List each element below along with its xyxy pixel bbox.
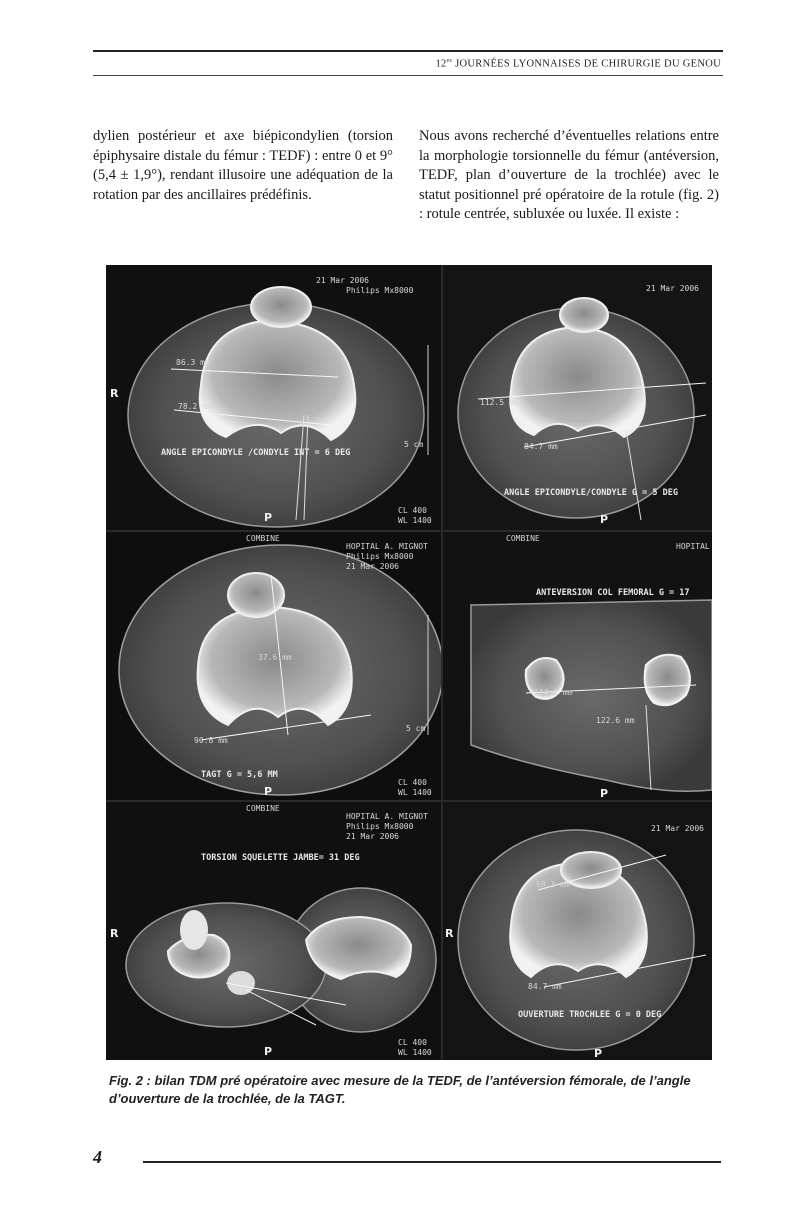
window-label: WL 1400	[398, 788, 432, 797]
measure-label: 78.2 mm	[178, 402, 212, 411]
angle-annotation: ANGLE EPICONDYLE/CONDYLE G = 5 DEG	[504, 488, 678, 498]
measure-label: 112.5 mm	[480, 398, 519, 407]
angle-annotation: OUVERTURE TROCHLEE G = 0 DEG	[518, 1010, 662, 1020]
body-column-right: Nous avons recherché d’éventuelles relations entre la morphologie torsionnelle du fémur (antéversion, TEDF, plan d’ouverture de la trochlée) avec le statut positionnel pré opératoire de la rotule (fig. 2) : rotule centrée, subluxée ou luxée. Il existe :	[419, 128, 719, 223]
measure-label: 37.6 mm	[258, 653, 292, 662]
measure-label: 84.7 mm	[528, 982, 562, 991]
scan-panel-top-left	[106, 265, 441, 530]
header-rule	[93, 75, 723, 76]
window-label: CL 400	[398, 506, 427, 515]
scan-header: COMBINE	[506, 534, 540, 543]
measure-label: 84.7 mm	[524, 442, 558, 451]
scan-header: Philips Mx8000	[346, 552, 414, 561]
scale-label: 5 cm	[404, 440, 424, 449]
posterior-marker: P	[264, 1045, 273, 1058]
scan-panel-bottom-left	[106, 802, 441, 1060]
footer-rule	[143, 1161, 721, 1163]
page-number: 4	[93, 1147, 102, 1167]
scan-panel-middle-left	[106, 532, 443, 800]
scan-header: COMBINE	[246, 534, 280, 543]
scan-panel-bottom-right	[443, 802, 712, 1060]
angle-annotation: ANGLE EPICONDYLE /CONDYLE INT = 6 DEG	[161, 448, 351, 458]
side-marker: R	[445, 927, 454, 940]
window-label: WL 1400	[398, 1048, 432, 1057]
posterior-marker: P	[600, 513, 609, 526]
running-head: $12^{es}$ JOURNÉES LYONNAISES DE CHIRURGIE DU GENOU	[435, 58, 721, 70]
measure-label: 114.2 mm	[534, 688, 573, 697]
scan-header: Philips Mx8000	[346, 286, 414, 295]
figure-caption: Fig. 2 : bilan TDM pré opératoire avec mesure de la TEDF, de l’antéversion fémorale, de l’angle d’ouverture de la trochlée, de la TAGT.	[109, 1073, 691, 1106]
side-marker: R	[110, 387, 119, 400]
ct-scan-mosaic	[106, 265, 712, 1060]
scan-header: Philips Mx8000	[346, 822, 414, 831]
measure-label: 122.6 mm	[596, 716, 635, 725]
posterior-marker: P	[264, 511, 273, 524]
scan-header: HOPITAL A. MIGNOT	[346, 812, 428, 821]
angle-annotation: TAGT G = 5,6 MM	[201, 770, 278, 780]
posterior-marker: P	[600, 787, 609, 800]
window-label: CL 400	[398, 778, 427, 787]
scan-panel-middle-right	[443, 532, 712, 800]
scan-header: 21 Mar 2006	[646, 284, 699, 293]
window-label: CL 400	[398, 1038, 427, 1047]
scan-header: 21 Mar 2006	[651, 824, 704, 833]
scale-label: 5 cm	[406, 724, 426, 733]
scan-header: HOPITAL A. MIGNOT	[346, 542, 428, 551]
angle-annotation: ANTEVERSION COL FEMORAL G = 17	[536, 588, 690, 598]
measure-label: 68.3 mm	[536, 880, 570, 889]
scan-header: 21 Mar 2006	[346, 832, 399, 841]
posterior-marker: P	[594, 1047, 603, 1060]
scan-header: 21 Mar 2006	[346, 562, 399, 571]
scan-header: 21 Mar 2006	[316, 276, 369, 285]
measure-label: 90.8 mm	[194, 736, 228, 745]
scan-panel-top-right	[443, 265, 712, 530]
measure-label: 86.3 mm	[176, 358, 210, 367]
posterior-marker: P	[264, 785, 273, 798]
scan-header: HOPITAL	[676, 542, 710, 551]
angle-annotation: TORSION SQUELETTE JAMBE= 31 DEG	[201, 853, 360, 863]
top-rule	[93, 50, 723, 52]
window-label: WL 1400	[398, 516, 432, 525]
body-column-left: dylien postérieur et axe biépicondylien (torsion épiphysaire distale du fémur : TEDF) : entre 0 et 9° (5,4 ± 1,9°), rendant illusoire une adéquation de la rotation par des ancillaires prédéfinis.	[93, 128, 393, 203]
ct-scan-figure	[106, 265, 712, 1060]
side-marker: R	[110, 927, 119, 940]
scan-header: COMBINE	[246, 804, 280, 813]
